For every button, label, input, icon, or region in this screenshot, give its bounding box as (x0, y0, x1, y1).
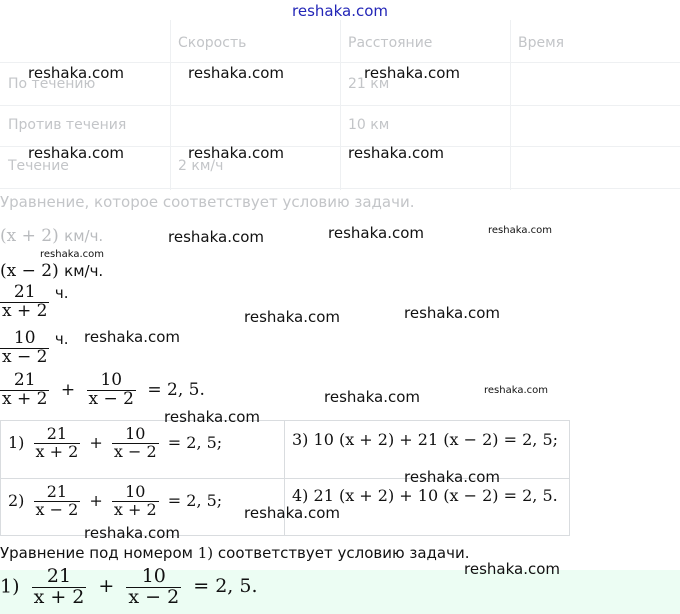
option-rhs: = 2, 5; (167, 490, 223, 510)
fraction (34, 426, 81, 461)
watermark: reshaka.com (164, 408, 260, 426)
watermark: reshaka.com (168, 228, 264, 246)
speed-with-line (0, 226, 103, 246)
watermark: reshaka.com (464, 560, 560, 578)
watermark: reshaka.com (324, 388, 420, 406)
conclusion-line (0, 544, 470, 562)
watermark: reshaka.com (40, 249, 104, 260)
option-number: 2) (8, 490, 25, 510)
watermark: reshaka.com (364, 64, 460, 82)
option-4[interactable]: 4) 21 (x + 2) + 10 (x − 2) = 2, 5. (292, 486, 558, 505)
table-header-time: Время (518, 35, 565, 51)
table-row-label: По течению (8, 76, 96, 92)
numerator: 21 (46, 482, 68, 501)
option-rhs: = 2, 5; (167, 432, 223, 452)
table-cell-distance: 21 км (348, 76, 390, 92)
denominator: x + 2 (33, 585, 85, 608)
speed-against-expr: (x − 2) (0, 261, 59, 281)
numerator: 21 (46, 565, 72, 587)
watermark: reshaka.com (188, 64, 284, 82)
watermark: reshaka.com (188, 144, 284, 162)
numerator: 21 (13, 370, 36, 390)
speed-with-unit: км/ч. (64, 227, 104, 245)
option-1[interactable] (8, 426, 222, 461)
site-header-link[interactable]: reshaka.com (292, 2, 388, 20)
watermark: reshaka.com (84, 524, 180, 542)
time-against-line (0, 330, 69, 367)
speed-with-expr: (x + 2) (0, 226, 59, 246)
watermark: reshaka.com (328, 224, 424, 242)
plus-sign: + (98, 575, 115, 598)
time-with-unit: ч. (54, 284, 69, 302)
numerator: 10 (141, 565, 166, 587)
time-against-unit: ч. (54, 330, 69, 348)
intro-text: Уравнение, которое соответствует условию задачи. (0, 193, 415, 211)
watermark: reshaka.com (484, 385, 548, 396)
denominator: x − 2 (113, 441, 157, 461)
fraction (0, 284, 49, 321)
table-row-label: Против течения (8, 117, 127, 133)
plus-sign: + (89, 432, 103, 452)
denominator: x − 2 (128, 585, 180, 608)
denominator: x − 2 (2, 346, 48, 367)
numerator: 10 (125, 424, 146, 443)
speed-against-unit: км/ч. (64, 262, 104, 280)
plus-sign: + (60, 379, 76, 400)
fraction (126, 567, 181, 608)
table-divider (340, 20, 341, 190)
table-cell-speed: 2 км/ч (178, 158, 224, 174)
denominator: x − 2 (88, 388, 134, 409)
time-with-line (0, 284, 69, 321)
table-header-speed: Скорость (178, 35, 247, 51)
answer-equation (0, 567, 258, 608)
option-3[interactable]: 3) 10 (x + 2) + 21 (x − 2) = 2, 5; (292, 430, 559, 449)
denominator: x + 2 (35, 441, 79, 461)
equation-rhs: = 2, 5. (147, 379, 205, 400)
fraction (34, 484, 81, 519)
conclusion-suffix: соответствует условию задачи. (217, 544, 470, 562)
table-divider (510, 20, 511, 190)
fraction (32, 567, 87, 608)
watermark: reshaka.com (348, 144, 444, 162)
denominator: x + 2 (113, 499, 157, 519)
option-number: 1) (8, 432, 25, 452)
equation-line (0, 372, 205, 409)
fraction (112, 484, 159, 519)
numerator: 21 (13, 282, 36, 302)
watermark: reshaka.com (28, 144, 124, 162)
table-divider (170, 20, 171, 190)
watermark: reshaka.com (84, 328, 180, 346)
denominator: x − 2 (35, 499, 79, 519)
numerator: 21 (46, 424, 68, 443)
denominator: x + 2 (2, 300, 48, 321)
numerator: 10 (13, 328, 36, 348)
numerator: 10 (100, 370, 123, 390)
watermark: reshaka.com (28, 64, 124, 82)
denominator: x + 2 (2, 388, 48, 409)
fraction (0, 372, 49, 409)
conclusion-prefix: Уравнение под номером (0, 544, 193, 562)
watermark: reshaka.com (244, 308, 340, 326)
conclusion-number: 1) (197, 544, 214, 562)
table-header-distance: Расстояние (348, 35, 433, 51)
plus-sign: + (89, 490, 103, 510)
watermark: reshaka.com (404, 468, 500, 486)
option-2[interactable] (8, 484, 222, 519)
fraction (0, 330, 49, 367)
watermark: reshaka.com (488, 225, 552, 236)
watermark: reshaka.com (404, 304, 500, 322)
table-row-label: Течение (8, 158, 69, 174)
speed-against-line (0, 261, 103, 281)
watermark: reshaka.com (244, 504, 340, 522)
table-cell-distance: 10 км (348, 117, 390, 133)
answer-rhs: = 2, 5. (193, 575, 258, 598)
fraction (87, 372, 136, 409)
fraction (112, 426, 159, 461)
numerator: 10 (125, 482, 146, 501)
answer-number: 1) (0, 575, 20, 598)
